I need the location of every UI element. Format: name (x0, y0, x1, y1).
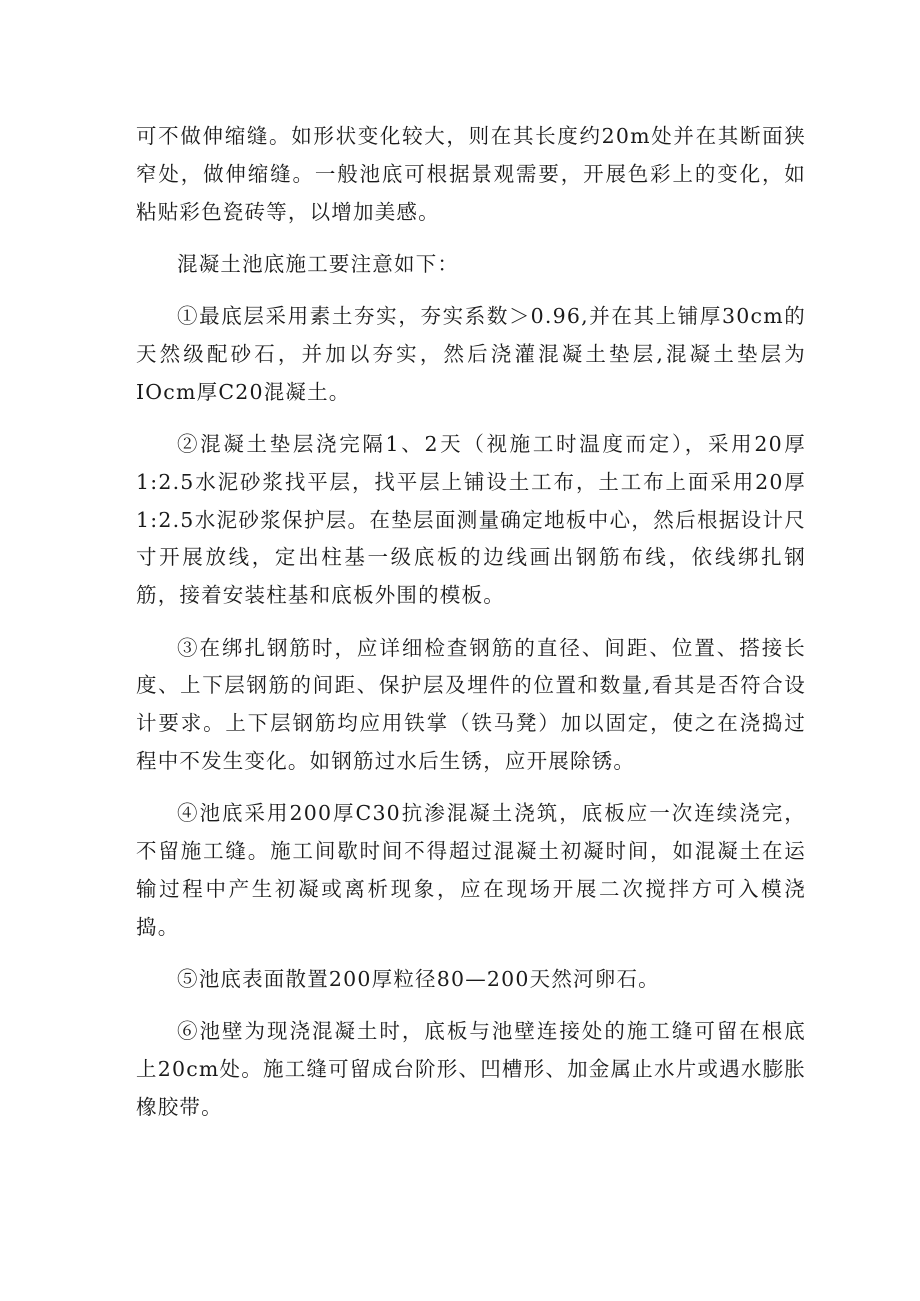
document-page (136, 118, 806, 1141)
paragraph-item-1: ①最底层采用素土夯实，夯实系数＞0.96,并在其上铺厚30cm的天然级配砂石，并加以夯实，然后浇灌混凝土垫层,混凝土垫层为IOcm厚C20混凝土。 (136, 304, 806, 404)
paragraph-item-6: ⑥池壁为现浇混凝土时，底板与池壁连接处的施工缝可留在根底上20cm处。施工缝可留成台阶形、凹槽形、加金属止水片或遇水膨胀橡胶带。 (136, 1019, 806, 1119)
paragraph-item-2: ②混凝土垫层浇完隔1、2天（视施工时温度而定），采用20厚1:2.5水泥砂浆找平层，找平层上铺设土工布，土工布上面采用20厚1:2.5水泥砂浆保护层。在垫层面测量确定地板中心，然后根据设计尺寸开展放线，定出柱基一级底板的边线画出钢筋布线，依线绑扎钢筋，接着安装柱基和底板外围的模板。 (136, 432, 806, 608)
paragraph-item-4: ④池底采用200厚C30抗渗混凝土浇筑，底板应一次连续浇完，不留施工缝。施工间歇时间不得超过混凝土初凝时间，如混凝土在运输过程中产生初凝或离析现象，应在现场开展二次搅拌方可入模浇捣。 (136, 801, 806, 939)
paragraph-item-3: ③在绑扎钢筋时，应详细检查钢筋的直径、间距、位置、搭接长度、上下层钢筋的间距、保护层及埋件的位置和数量,看其是否符合设计要求。上下层钢筋均应用铁掌（铁马凳）加以固定，使之在浇捣过程中不发生变化。如钢筋过水后生锈，应开展除锈。 (136, 635, 806, 773)
paragraph-item-5: ⑤池底表面散置200厚粒径80—200天然河卵石。 (177, 966, 660, 991)
paragraph-intro: 可不做伸缩缝。如形状变化较大，则在其长度约20m处并在其断面狭窄处，做伸缩缝。一般池底可根据景观需要，开展色彩上的变化，如粘贴彩色瓷砖等，以增加美感。 (136, 124, 806, 224)
paragraph-heading: 混凝土池底施工要注意如下： (177, 251, 460, 276)
